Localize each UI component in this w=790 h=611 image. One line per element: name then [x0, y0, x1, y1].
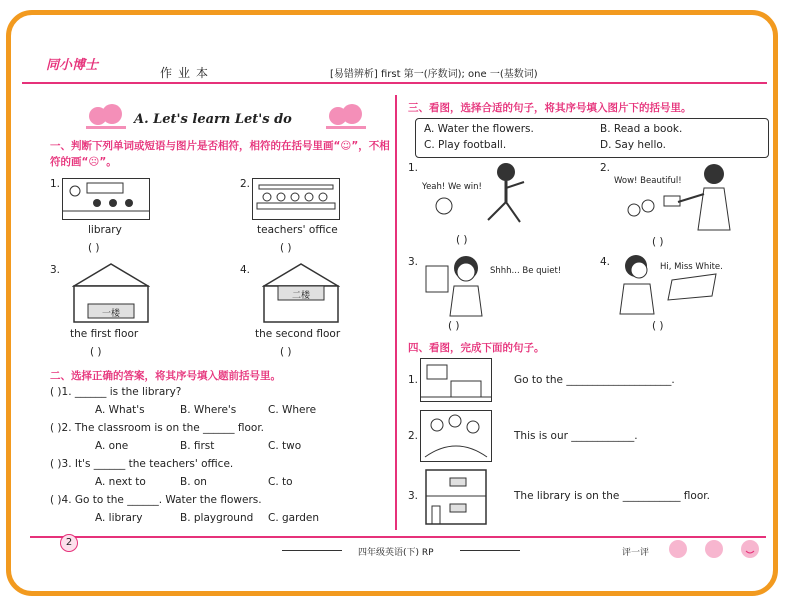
- section1-heading: 一、判断下列单词或短语与图片是否相符，相符的在括号里画“☺”，不相符的画“☹”。: [50, 140, 390, 168]
- item-number: 2.: [240, 178, 251, 190]
- library-picture: [62, 178, 150, 220]
- item-number: 3.: [50, 264, 61, 276]
- answer-paren[interactable]: ( ): [448, 320, 460, 332]
- answer-paren[interactable]: ( ): [90, 346, 102, 358]
- garden-picture: [420, 410, 492, 462]
- item-label: the first floor: [70, 328, 139, 340]
- answer-paren[interactable]: ( ): [280, 242, 292, 254]
- item-number: 2.: [600, 162, 611, 174]
- room-picture: [420, 358, 492, 402]
- option[interactable]: B. first: [180, 440, 215, 452]
- fill-sentence[interactable]: The library is on the ___________ floor.: [514, 490, 710, 502]
- speech-bubble: Wow! Beautiful!: [614, 176, 682, 186]
- option[interactable]: A. next to: [95, 476, 146, 488]
- answer-paren[interactable]: ( ): [652, 320, 664, 332]
- rating-faces-icon[interactable]: [664, 536, 764, 562]
- answer-paren[interactable]: ( ): [652, 236, 664, 248]
- item-number: 2.: [408, 430, 419, 442]
- section2-heading: 二、选择正确的答案，将其序号填入题前括号里。: [50, 370, 281, 382]
- answer-paren[interactable]: ( ): [456, 234, 468, 246]
- center-divider: [395, 95, 397, 530]
- section4-heading: 四、看图，完成下面的句子。: [408, 342, 545, 354]
- tip-note: [易错辨析] first 第一(序数词); one 一(基数词): [330, 69, 538, 80]
- item-number: 4.: [240, 264, 251, 276]
- fill-sentence[interactable]: Go to the ____________________.: [514, 374, 675, 386]
- section-title: A. Let's learn Let's do: [134, 112, 292, 127]
- option[interactable]: B. playground: [180, 512, 254, 524]
- footer-rate: 评一评: [622, 548, 650, 558]
- option: D. Say hello.: [600, 139, 666, 151]
- item-label: teachers' office: [257, 224, 338, 236]
- girl-flowers-picture: [618, 160, 748, 238]
- tree-icon: [326, 104, 366, 130]
- speech-bubble: Hi, Miss White.: [660, 262, 723, 272]
- item-number: 3.: [408, 256, 419, 268]
- item-number: 3.: [408, 490, 419, 502]
- option: A. Water the flowers.: [424, 123, 534, 135]
- option[interactable]: C. garden: [268, 512, 320, 524]
- answer-paren[interactable]: ( ): [280, 346, 292, 358]
- footer-rule: [30, 536, 766, 538]
- question: ( )2. The classroom is on the ______ floor.: [50, 422, 265, 434]
- speech-bubble: Yeah! We win!: [422, 182, 482, 192]
- footer-line: [282, 550, 342, 551]
- boy-football-picture: [428, 160, 538, 230]
- question: ( )1. ______ is the library?: [50, 386, 182, 398]
- footer-center: 四年级英语(下) RP: [358, 548, 434, 558]
- book-label: 作业本: [160, 66, 215, 80]
- item-number: 4.: [600, 256, 611, 268]
- floor-sign: 一楼: [101, 309, 120, 319]
- option: C. Play football.: [424, 139, 507, 151]
- tree-icon: [86, 104, 126, 130]
- speech-bubble: Shhh... Be quiet!: [490, 266, 562, 276]
- building-picture: [420, 466, 492, 526]
- option[interactable]: C. two: [268, 440, 302, 452]
- answer-paren[interactable]: ( ): [88, 242, 100, 254]
- item-label: the second floor: [255, 328, 341, 340]
- option[interactable]: B. Where's: [180, 404, 237, 416]
- item-label: library: [88, 224, 122, 236]
- option[interactable]: A. What's: [95, 404, 145, 416]
- option[interactable]: C. Where: [268, 404, 317, 416]
- office-picture: [252, 178, 340, 220]
- section3-heading: 三、看图，选择合适的句子，将其序号填入图片下的括号里。: [408, 102, 692, 114]
- item-number: 1.: [50, 178, 61, 190]
- fill-sentence[interactable]: This is our ____________.: [514, 430, 638, 442]
- boy-quiet-picture: [422, 250, 512, 318]
- header-rule: [22, 82, 767, 84]
- question: ( )3. It's ______ the teachers' office.: [50, 458, 234, 470]
- option[interactable]: A. library: [95, 512, 143, 524]
- floor-sign: 二楼: [291, 291, 310, 301]
- footer-line: [460, 550, 520, 551]
- question: ( )4. Go to the ______. Water the flowers.: [50, 494, 262, 506]
- item-number: 1.: [408, 162, 419, 174]
- option: B. Read a book.: [600, 123, 683, 135]
- item-number: 1.: [408, 374, 419, 386]
- option[interactable]: C. to: [268, 476, 293, 488]
- option[interactable]: A. one: [95, 440, 129, 452]
- option[interactable]: B. on: [180, 476, 207, 488]
- page-number: 2: [60, 534, 78, 552]
- logo: 同小博士: [46, 58, 99, 73]
